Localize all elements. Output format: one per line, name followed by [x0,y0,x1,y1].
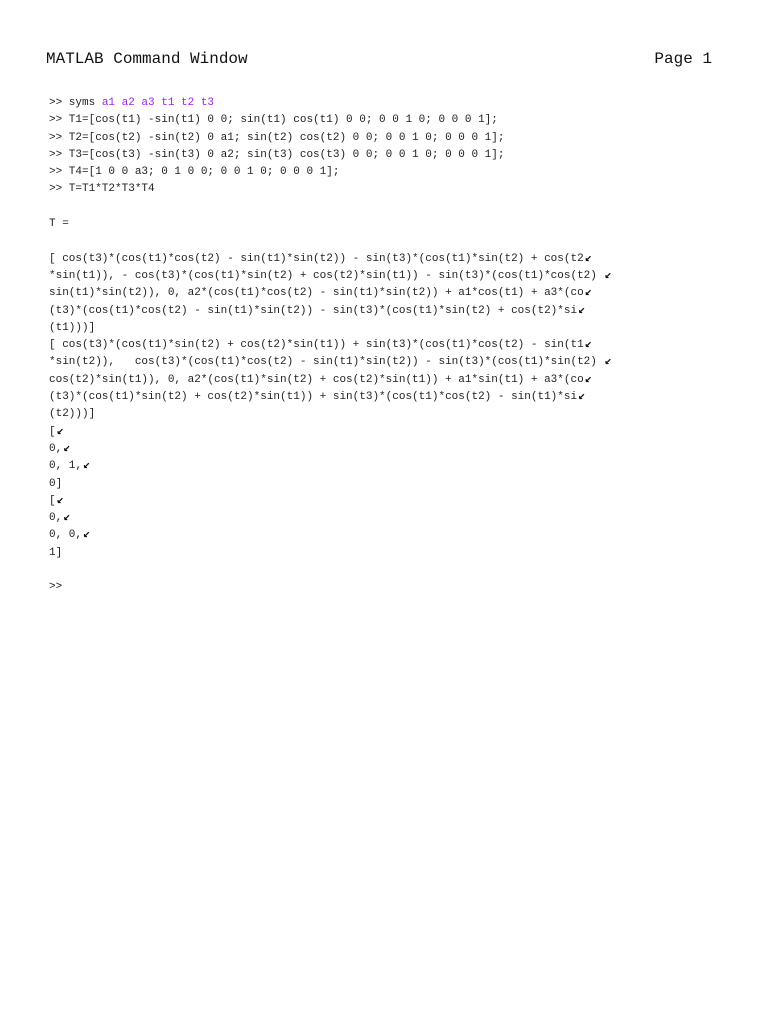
output-line [49,389,729,406]
output-line-text: [ [49,494,56,507]
output-line [49,303,729,320]
page-number: Page 1 [654,50,712,68]
output-line-text: sin(t1)*sin(t2)), 0, a2*(cos(t1)*cos(t2) - sin(t1)*sin(t2)) + a1*cos(t1) + a3*(co [49,287,584,300]
output-line-text: cos(t2)*sin(t1)), 0, a2*(cos(t1)*sin(t2) + cos(t2)*sin(t1)) + a1*sin(t1) + a3*(co [49,373,584,386]
output-line-text: 0, [49,512,63,525]
output-line [49,320,729,337]
page-header [46,48,712,70]
output-line-text: [ cos(t3)*(cos(t1)*sin(t2) + cos(t2)*sin(t1)) + sin(t3)*(cos(t1)*cos(t2) - sin(t1 [49,339,584,352]
output-line-text: (t2)))] [49,408,96,421]
output-line-text: 1] [49,546,63,559]
line-continuation-icon: ↙ [584,337,592,352]
blank-line [49,199,729,216]
output-line [49,285,729,302]
output-line [49,493,729,510]
command-line-syms [49,95,729,112]
output-line [49,476,729,493]
output-line [49,441,729,458]
result-label: T = [49,218,69,231]
output-line-text: 0, 0, [49,529,83,542]
output-line-text: 0, [49,442,63,455]
line-continuation-icon: ↙ [63,510,71,525]
command-window-text [49,95,729,597]
line-continuation-icon: ↙ [56,492,64,507]
window-title: MATLAB Command Window [46,50,248,68]
syms-prompt: >> syms [49,97,102,109]
output-line-text: [ cos(t3)*(cos(t1)*cos(t2) - sin(t1)*sin(t2)) - sin(t3)*(cos(t1)*sin(t2) + cos(t2 [49,252,584,265]
output-line [49,424,729,441]
command-line-t4: >> T4=[1 0 0 a3; 0 1 0 0; 0 0 1 0; 0 0 0 1]; [49,166,340,179]
line-continuation-icon: ↙ [584,285,592,300]
line-continuation-icon: ↙ [578,389,586,404]
output-line-text: *sin(t2)), cos(t3)*(cos(t1)*cos(t2) - sin(t1)*sin(t2)) - sin(t3)*(cos(t1)*sin(t2) [49,356,604,369]
output-line-text: (t3)*(cos(t1)*sin(t2) + cos(t2)*sin(t1)) + sin(t3)*(cos(t1)*cos(t2) - sin(t1)*si [49,391,578,404]
blank-line [49,233,729,250]
syms-args: a1 a2 a3 t1 t2 t3 [101,97,215,109]
line-continuation-icon: ↙ [83,527,91,542]
line-continuation-icon: ↙ [604,267,612,282]
command-line-t2: >> T2=[cos(t2) -sin(t2) 0 a1; sin(t2) cos(t2) 0 0; 0 0 1 0; 0 0 0 1]; [49,131,505,144]
blank-line [49,562,729,579]
output-line-text: (t3)*(cos(t1)*cos(t2) - sin(t1)*sin(t2)) - sin(t3)*(cos(t1)*sin(t2) + cos(t2)*si [49,304,578,317]
line-continuation-icon: ↙ [584,371,592,386]
final-prompt: >> [49,581,63,594]
line-continuation-icon: ↙ [56,423,64,438]
output-line-text: 0, 1, [49,460,83,473]
output-line [49,545,729,562]
line-continuation-icon: ↙ [63,440,71,455]
output-line [49,354,729,371]
output-line-text: 0] [49,477,63,490]
result-matrix-output [49,251,729,562]
line-continuation-icon: ↙ [584,250,592,265]
line-continuation-icon: ↙ [578,302,586,317]
output-line [49,337,729,354]
command-line-product: >> T=T1*T2*T3*T4 [49,183,155,196]
output-line-text: (t1)))] [49,321,96,334]
output-line [49,372,729,389]
command-line-t1: >> T1=[cos(t1) -sin(t1) 0 0; sin(t1) cos(t1) 0 0; 0 0 1 0; 0 0 0 1]; [49,114,498,127]
output-line [49,510,729,527]
command-line-t3: >> T3=[cos(t3) -sin(t3) 0 a2; sin(t3) cos(t3) 0 0; 0 0 1 0; 0 0 0 1]; [49,148,505,161]
output-line [49,406,729,423]
output-line [49,527,729,544]
output-line [49,268,729,285]
output-line-text: [ [49,425,56,438]
output-line [49,458,729,475]
line-continuation-icon: ↙ [604,354,612,369]
line-continuation-icon: ↙ [83,458,91,473]
output-line [49,251,729,268]
output-line-text: *sin(t1)), - cos(t3)*(cos(t1)*sin(t2) + cos(t2)*sin(t1)) - sin(t3)*(cos(t1)*cos(t2) [49,269,604,282]
